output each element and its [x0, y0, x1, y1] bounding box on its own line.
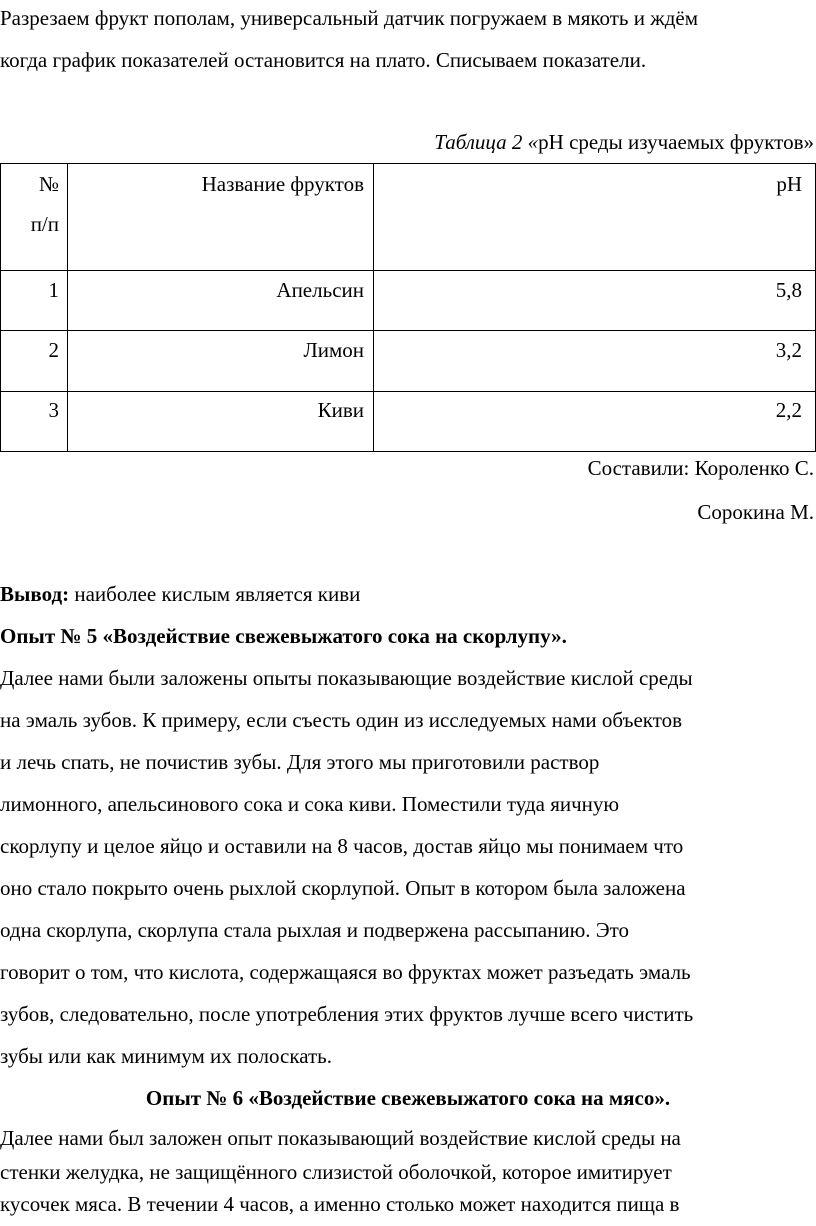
- table-row-divider: [0, 391, 816, 392]
- conclusion: [0, 582, 360, 607]
- header-fruit-name: Название фруктов: [201, 172, 364, 196]
- row-1-name: Апельсин: [276, 278, 364, 302]
- row-3-name: Киви: [317, 398, 364, 422]
- row-3-ph: 2,2: [775, 398, 802, 422]
- experiment-5-line: зубы или как минимум их полоскать.: [0, 1044, 332, 1068]
- table-col-divider: [373, 163, 374, 452]
- table-caption-rest: pH среды изучаемых фруктов»: [538, 130, 814, 154]
- experiment-5-line: лимонного, апельсинового сока и сока киви. Поместили туда яичную: [0, 792, 620, 816]
- table-caption-italic: Таблица 2 «: [434, 130, 539, 154]
- experiment-6-title: Опыт № 6 «Воздействие свежевыжатого сока на мясо».: [145, 1086, 671, 1110]
- experiment-6-line: кусочек мяса. В течении 4 часов, а именно столько может находится пища в: [0, 1192, 680, 1216]
- table-caption: [434, 130, 814, 155]
- row-1-ph: 5,8: [775, 278, 802, 302]
- table-border-top: [0, 163, 816, 164]
- row-3-num: 3: [48, 398, 59, 422]
- row-2-ph: 3,2: [775, 338, 802, 362]
- row-1-num: 1: [48, 278, 59, 302]
- experiment-5-line: зубов, следовательно, после употребления этих фруктов лучше всего чистить: [0, 1002, 694, 1026]
- experiment-5-line: одна скорлупа, скорлупа стала рыхлая и подвержена рассыпанию. Это: [0, 918, 630, 942]
- row-2-name: Лимон: [303, 338, 364, 362]
- experiment-5-line: Далее нами были заложены опыты показывающие воздействие кислой среды: [0, 666, 693, 690]
- intro-line-1: Разрезаем фрукт пополам, универсальный датчик погружаем в мякоть и ждём: [0, 6, 699, 30]
- header-ph: pH: [776, 172, 802, 196]
- authors-line-2: Сорокина М.: [697, 500, 814, 524]
- experiment-5-line: скорлупу и целое яйцо и оставили на 8 часов, достав яйцо мы понимаем что: [0, 834, 684, 858]
- experiment-6-line: Далее нами был заложен опыт показывающий воздействие кислой среды на: [0, 1126, 681, 1150]
- table-row-divider: [0, 330, 816, 331]
- table-col-divider: [67, 163, 68, 452]
- header-num-symbol: №: [38, 172, 59, 196]
- experiment-5-line: на эмаль зубов. К примеру, если съесть один из исследуемых нами объектов: [0, 708, 683, 732]
- experiment-5-line: говорит о том, что кислота, содержащаяся во фруктах может разъедать эмаль: [0, 960, 691, 984]
- experiment-5-title: Опыт № 5 «Воздействие свежевыжатого сока на скорлупу».: [0, 624, 567, 648]
- table-row-divider: [0, 270, 816, 271]
- table-border-left: [0, 163, 1, 452]
- intro-line-2: когда график показателей остановится на плато. Списываем показатели.: [0, 48, 647, 72]
- conclusion-label: Вывод:: [0, 582, 70, 606]
- conclusion-text: наиболее кислым является киви: [69, 582, 361, 606]
- experiment-5-line: оно стало покрыто очень рыхлой скорлупой. Опыт в котором была заложена: [0, 876, 686, 900]
- row-2-num: 2: [48, 338, 59, 362]
- experiment-6-line: стенки желудка, не защищённого слизистой оболочкой, которое имитирует: [0, 1160, 672, 1184]
- table-border-bottom: [0, 451, 816, 452]
- experiment-5-line: и лечь спать, не почистив зубы. Для этого мы приготовили раствор: [0, 750, 600, 774]
- authors-line-1: Составили: Короленко С.: [587, 456, 814, 480]
- header-num-label: п/п: [30, 212, 59, 236]
